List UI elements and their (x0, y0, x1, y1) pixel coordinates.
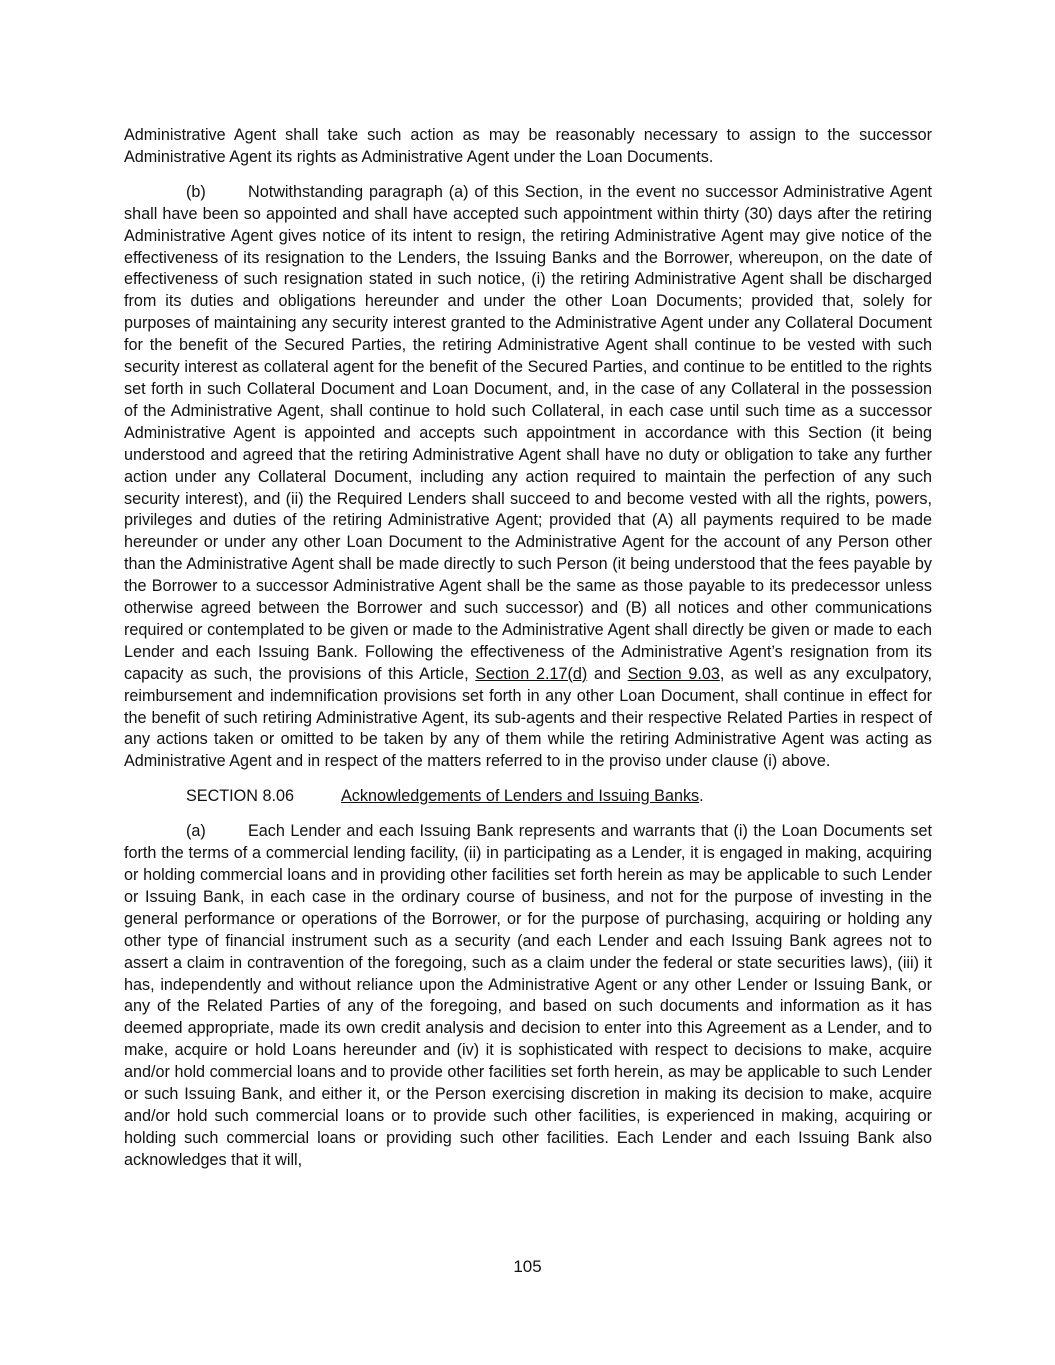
continuation-paragraph (124, 125, 932, 169)
paragraph-a (124, 821, 932, 1172)
document-page (124, 125, 932, 1185)
section-heading (124, 786, 932, 808)
paragraph-b-text-1: Notwithstanding paragraph (a) of this Section, in the event no successor Administrative Agent shall have been so appointed and shall have accepted such appointment within thirty (30) days after the retiring Administrative Agent gives notice of its intent to resign, the retiring Administrative Agent may give notice of the effectiveness of its resignation to the Lenders, the Issuing Banks and the Borrower, whereupon, on the date of effectiveness of such resignation stated in such notice, (i) the retiring Administrative Agent shall be discharged from its duties and obligations hereunder and under the other Loan Documents; provided that, solely for purposes of maintaining any security interest granted to the Administrative Agent under any Collateral Document for the benefit of the Secured Parties, the retiring Administrative Agent shall continue to be vested with such security interest as collateral agent for the benefit of the Secured Parties, and continue to be entitled to the rights set forth in such Collateral Document and Loan Document, and, in the case of any Collateral in the possession of the Administrative Agent, shall continue to hold such Collateral, in each case until such time as a successor Administrative Agent is appointed and accepts such appointment in accordance with this Section (it being understood and agreed that the retiring Administrative Agent shall have no duty or obligation to take any further action under any Collateral Document, including any action required to maintain the perfection of any such security interest), and (ii) the Required Lenders shall succeed to and become vested with all the rights, powers, privileges and duties of the retiring Administrative Agent; provided that (A) all payments required to be made hereunder or under any other Loan Document to the Administrative Agent for the account of any Person other than the Administrative Agent shall be made directly to such Person (it being understood that the fees payable by the Borrower to a successor Administrative Agent shall be the same as those payable to its predecessor unless otherwise agreed between the Borrower and such successor) and (B) all notices and other communications required or contemplated to be given or made to the Administrative Agent shall directly be given or made to each Lender and each Issuing Bank. Following the effectiveness of the Administrative Agent’s resignation from its capacity as such, the provisions of this Article, (124, 182, 932, 683)
continuation-text: Administrative Agent shall take such action as may be reasonably necessary to assign to the successor Administrative Agent its rights as Administrative Agent under the Loan Documents. (124, 126, 932, 166)
paragraph-b-text-3: , as well as any exculpatory, reimbursement and indemnification provisions set forth in any other Loan Document, shall continue in effect for the benefit of such retiring Administrative Agent, its sub-agents and their respective Related Parties in respect of any actions taken or omitted to be taken by any of them while the retiring Administrative Agent was acting as Administrative Agent and in respect of the matters referred to in the proviso under clause (i) above. (124, 664, 932, 771)
paragraph-b-text-2: and (593, 664, 621, 683)
section-title: Acknowledgements of Lenders and Issuing Banks (341, 787, 700, 806)
paragraph-b (124, 182, 932, 773)
paragraph-a-text: Each Lender and each Issuing Bank represents and warrants that (i) the Loan Documents set forth the terms of a commercial lending facility, (ii) in participating as a Lender, it is engaged in making, acquiring or holding commercial loans and in providing other facilities set forth herein as may be applicable to such Lender or Issuing Bank, in each case in the ordinary course of business, and not for the purpose of investing in the general performance or operations of the Borrower, or for the purpose of purchasing, acquiring or holding any other type of financial instrument such as a security (and each Lender and each Issuing Bank agrees not to assert a claim in contravention of the foregoing, such as a claim under the federal or state securities laws), (iii) it has, independently and without reliance upon the Administrative Agent or any other Lender or Issuing Bank, or any of the Related Parties of any of the foregoing, and based on such documents and information as it has deemed appropriate, made its own credit analysis and decision to enter into this Agreement as a Lender, and to make, acquire or hold Loans hereunder and (iv) it is sophisticated with respect to decisions to make, acquire and/or hold commercial loans and to provide other facilities set forth herein, as may be applicable to such Lender or such Issuing Bank, and either it, or the Person exercising discretion in making its decision to make, acquire and/or hold such commercial loans or to provide such other facilities, is experienced in making, acquiring or holding such commercial loans or providing such other facilities. Each Lender and each Issuing Bank also acknowledges that it will, (124, 822, 932, 1169)
paragraph-a-label: (a) (186, 822, 206, 841)
page-number: 105 (513, 1257, 542, 1276)
paragraph-b-label: (b) (186, 182, 206, 201)
section-number: SECTION 8.06 (186, 787, 294, 806)
section-title-period: . (699, 787, 704, 806)
section-2-17d-reference[interactable]: Section 2.17(d) (475, 664, 588, 683)
section-9-03-reference[interactable]: Section 9.03 (627, 664, 720, 683)
